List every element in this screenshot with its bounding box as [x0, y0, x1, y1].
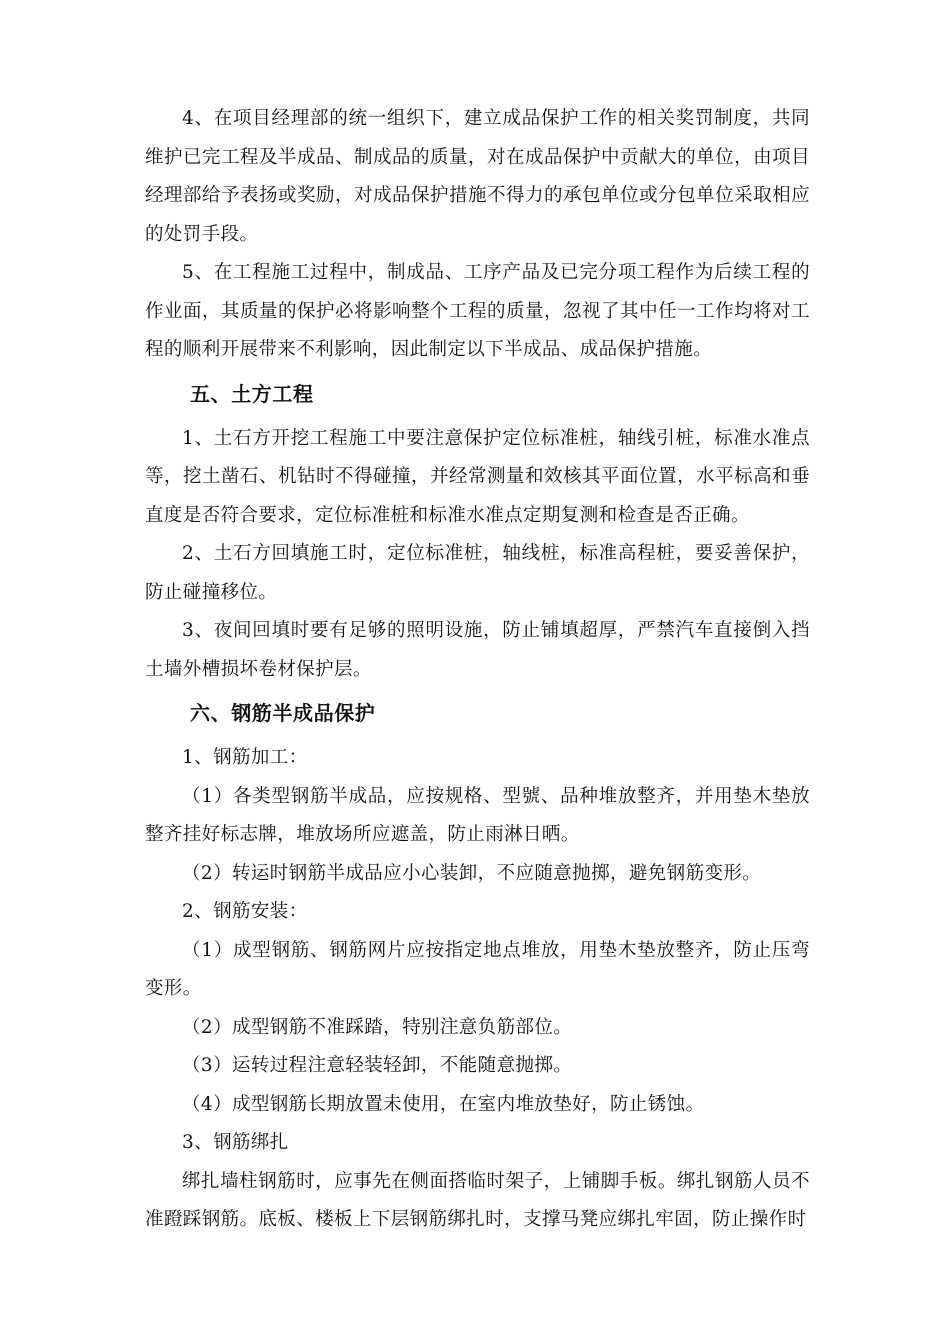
rebar-processing-2: （2）转运时钢筋半成品应小心装卸，不应随意抛掷，避免钢筋变形。 — [182, 862, 762, 884]
rebar-installation-2: （2）成型钢筋不准踩踏，特别注意负筋部位。 — [182, 1016, 573, 1038]
section-heading-earthwork: 五、土方工程 — [190, 381, 314, 406]
rebar-installation-3: （3）运转过程注意轻装轻卸，不能随意抛掷。 — [182, 1055, 573, 1076]
rebar-installation-4: （4）成型钢筋长期放置未使用，在室内堆放垫好，防止锈蚀。 — [182, 1093, 705, 1115]
document-page — [145, 100, 810, 1240]
rebar-item-installation: 2、钢筋安装： — [182, 901, 308, 922]
paragraph-item-5: 5、在工程施工过程中，制成品、工序产品及已完分项工程作为后续工程的作业面，其质量的保护必将影响整个工程的质量，忽视了其中任一工作均将对工程的顺利开展带来不利影响，因此制定以下半成品、成品保护措施。 — [145, 262, 810, 360]
rebar-processing-1: （1）各类型钢筋半成品，应按规格、型號、品种堆放整齐，并用垫木垫放整齐挂好标志牌，堆放场所应遮盖，防止雨淋日晒。 — [145, 785, 810, 845]
rebar-binding-paragraph: 绑扎墙柱钢筋时，应事先在侧面搭临时架子，上铺脚手板。绑扎钢筋人员不准蹬踩钢筋。底板、楼板上下层钢筋绑扎时，支撑马凳应绑扎牢固，防止操作时 — [145, 1170, 810, 1230]
rebar-item-binding: 3、钢筋绑扎 — [182, 1132, 289, 1153]
paragraph-item-4: 4、在项目经理部的统一组织下，建立成品保护工作的相关奖罚制度，共同维护已完工程及半成品、制成品的质量，对在成品保护中贡献大的单位，由项目经理部给予表扬或奖励，对成品保护措施不得力的承包单位或分包单位采取相应的处罚手段。 — [145, 108, 810, 245]
rebar-installation-1: （1）成型钢筋、钢筋网片应按指定地点堆放，用垫木垫放整齐，防止压弯变形。 — [145, 939, 810, 999]
section-heading-rebar: 六、钢筋半成品保护 — [190, 701, 376, 725]
earthwork-paragraph-3: 3、夜间回填时要有足够的照明设施，防止铺填超厚，严禁汽车直接倒入挡土墙外槽损坏卷材保护层。 — [145, 620, 810, 680]
earthwork-paragraph-1: 1、土石方开挖工程施工中要注意保护定位标准桩，轴线引桩，标准水准点等，挖土凿石、机钻时不得碰撞，并经常测量和效核其平面位置，水平标高和垂直度是否符合要求，定位标准桩和标准水准点定期复测和检查是否正确。 — [145, 427, 810, 526]
rebar-item-processing: 1、钢筋加工： — [182, 747, 308, 768]
earthwork-paragraph-2: 2、土石方回填施工时，定位标准桩，轴线桩，标准高程桩，要妥善保护，防止碰撞移位。 — [145, 543, 810, 603]
